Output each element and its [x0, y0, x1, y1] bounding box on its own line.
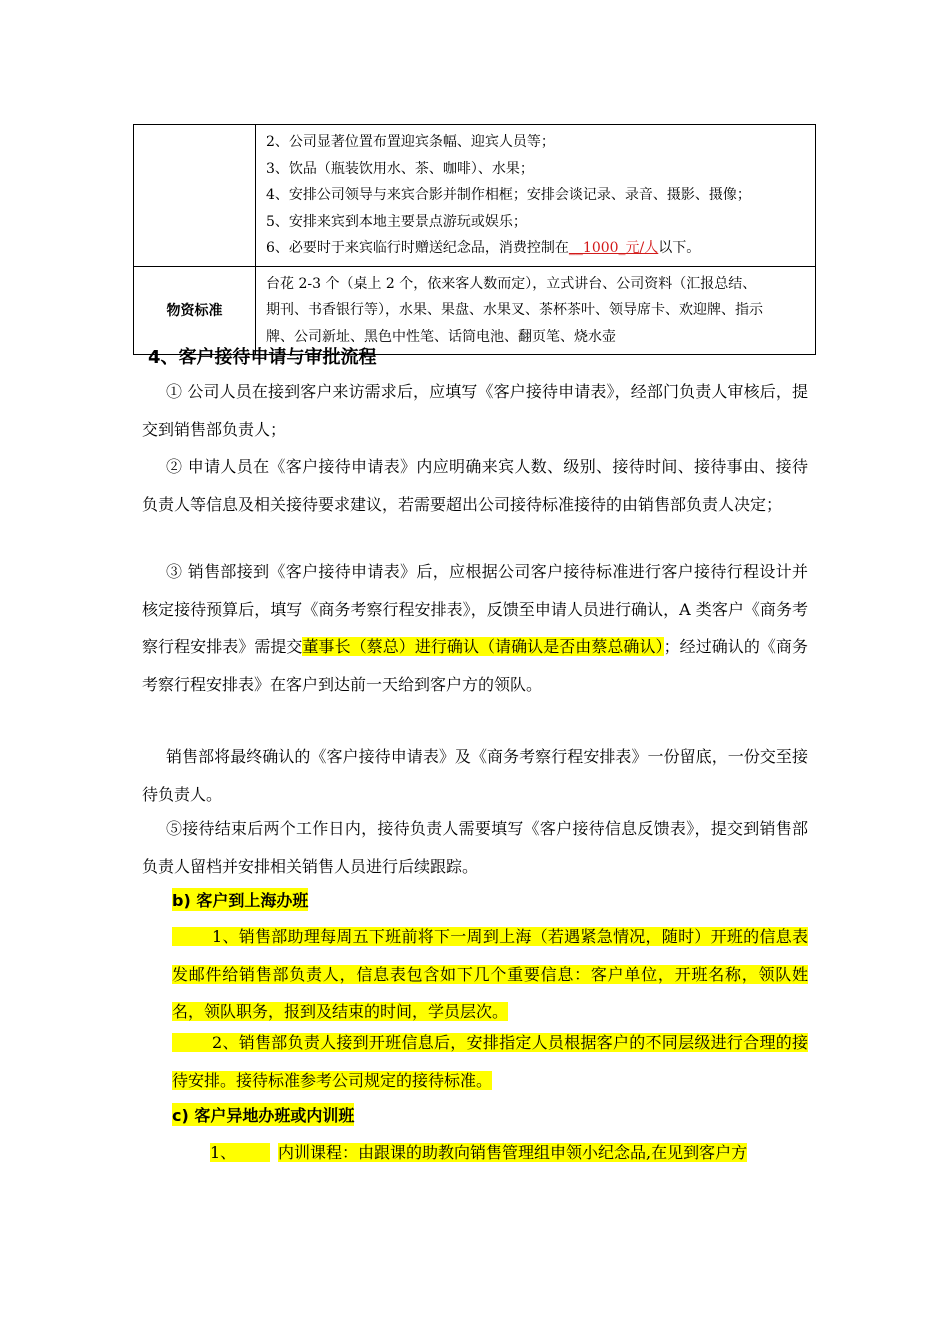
paragraph: ② 申请人员在《客户接待申请表》内应明确来宾人数、级别、接待时间、接待事由、接待负责人等信息及相关接待要求建议，若需要超出公司接待标准接待的由销售部负责人决定；: [142, 457, 808, 514]
highlighted-text: 内训课程：由跟课的助教向销售管理组申领小纪念品,在见到客户方: [278, 1143, 748, 1162]
paragraph: [172, 918, 808, 1031]
subsection-heading: c) 客户异地办班或内训班: [172, 1103, 354, 1126]
table-row: [134, 266, 815, 355]
table-line: 2、公司显著位置布置迎宾条幅、迎宾人员等；: [266, 134, 555, 150]
highlighted-text: 董事长（蔡总）进行确认（请确认是否由蔡总确认）: [302, 637, 664, 656]
gift-budget: __1000_元/人: [568, 240, 659, 256]
table-line: 3、饮品（瓶装饮用水、茶、咖啡）、水果；: [266, 160, 534, 177]
gift-line-suffix: 以下。: [658, 240, 701, 256]
table-row-head: 物资标准: [134, 267, 256, 355]
highlighted-text: 2、销售部负责人接到开班信息后，安排指定人员根据客户的不同层级进行合理的接待安排。接待标准参考公司规定的接待标准。: [172, 1033, 808, 1090]
section-heading: 4、客户接待申请与审批流程: [148, 347, 377, 368]
table-line: 期刊、书香银行等），水果、果盘、水果叉、茶杯茶叶、领导席卡、欢迎牌、指示: [266, 302, 763, 318]
paragraph: ① 公司人员在接到客户来访需求后，应填写《客户接待申请表》，经部门负责人审核后，提交到销售部负责人；: [142, 382, 808, 439]
table-line: 5、安排来宾到本地主要景点游玩或娱乐；: [266, 213, 527, 230]
list-item: [278, 1134, 808, 1172]
paragraph-text: ；经过确认的《商务考察行程安排表》在客户到达前一天给到客户方的领队。: [142, 637, 808, 694]
table-row-head: [134, 125, 256, 266]
list-item-number: 1、: [210, 1134, 270, 1172]
paragraph: ⑤接待结束后两个工作日内，接待负责人需要填写《客户接待信息反馈表》，提交到销售部负责人留档并安排相关销售人员进行后续跟踪。: [142, 819, 808, 876]
table-line: 台花 2-3 个（桌上 2 个，依来客人数而定），立式讲台、公司资料（汇报总结、: [266, 275, 757, 292]
paragraph: 销售部将最终确认的《客户接待申请表》及《商务考察行程安排表》一份留底，一份交至接待负责人。: [142, 747, 808, 804]
table-line-gift: [266, 235, 809, 262]
table-row: [134, 125, 815, 266]
paragraph: [142, 553, 808, 703]
paragraph: [172, 1024, 808, 1099]
paragraph-text: ③ 销售部接到《客户接待申请表》后，应根据公司客户接待标准进行客户接待行程设计并核定接待预算后，填写《商务考察行程安排表》，反馈至申请人员进行确认，A 类客户《商务考察行程安排表》需提交: [142, 562, 808, 656]
gift-line-prefix: 6、必要时于来宾临行时赠送纪念品，消费控制在: [266, 240, 569, 256]
table-row-body: [256, 267, 815, 355]
table-line: 牌、公司新址、黑色中性笔、话筒电池、翻页笔、烧水壶: [266, 328, 616, 345]
table-line: 4、安排公司领导与来宾合影并制作相框；安排会谈记录、录音、摄影、摄像；: [266, 187, 751, 203]
table-row-body: [256, 125, 815, 266]
highlighted-text: 1、销售部助理每周五下班前将下一周到上海（若遇紧急情况，随时）开班的信息表发邮件给销售部负责人，信息表包含如下几个重要信息：客户单位，开班名称，领队姓名，领队职务，报到及结束的时间，学员层次。: [172, 927, 808, 1021]
subsection-heading: b) 客户到上海办班: [172, 888, 308, 911]
standards-table: [133, 124, 816, 355]
